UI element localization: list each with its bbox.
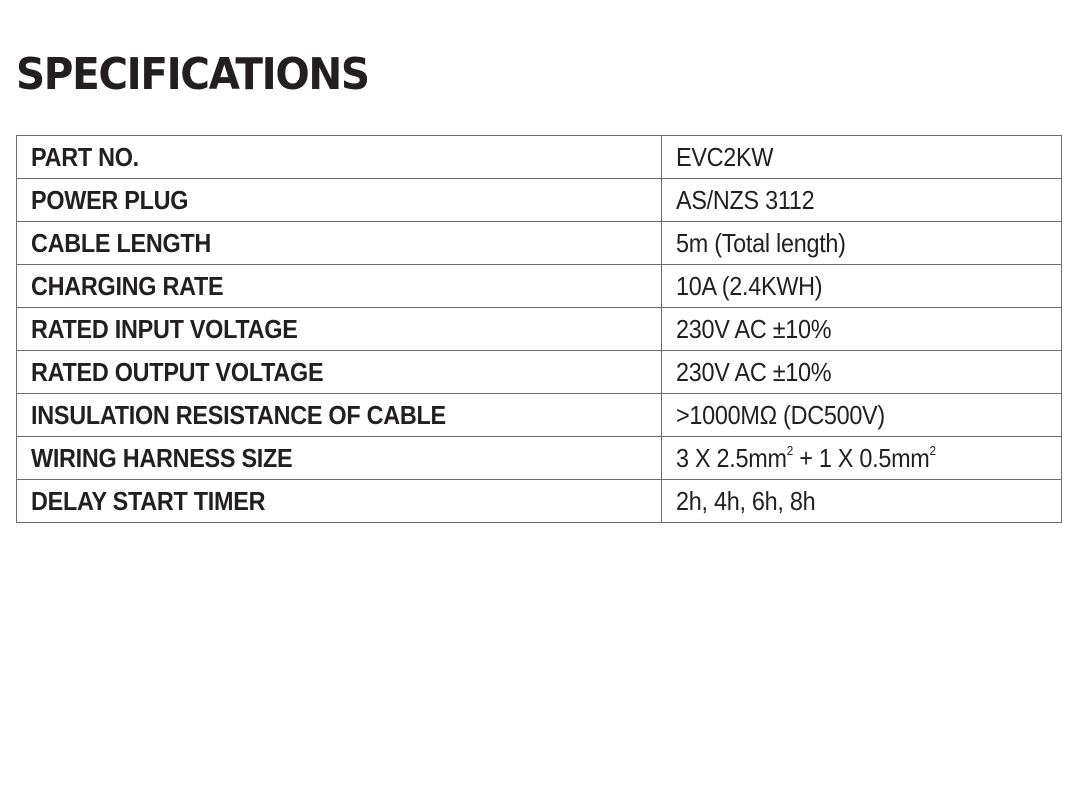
table-row bbox=[17, 136, 1062, 179]
spec-value: 230V AC ±10% bbox=[662, 351, 1062, 394]
spec-label: INSULATION RESISTANCE OF CABLE bbox=[17, 394, 662, 437]
spec-label: RATED INPUT VOLTAGE bbox=[17, 308, 662, 351]
page-title: SPECIFICATIONS bbox=[16, 49, 369, 100]
table-row bbox=[17, 480, 1062, 523]
spec-value: AS/NZS 3112 bbox=[662, 179, 1062, 222]
spec-label: DELAY START TIMER bbox=[17, 480, 662, 523]
spec-value: 10A (2.4KWH) bbox=[662, 265, 1062, 308]
table-row bbox=[17, 394, 1062, 437]
spec-value: 5m (Total length) bbox=[662, 222, 1062, 265]
specifications-table bbox=[16, 135, 1062, 523]
table-row bbox=[17, 179, 1062, 222]
spec-label: POWER PLUG bbox=[17, 179, 662, 222]
table-row bbox=[17, 437, 1062, 480]
table-row bbox=[17, 351, 1062, 394]
spec-label: RATED OUTPUT VOLTAGE bbox=[17, 351, 662, 394]
spec-value: 2h, 4h, 6h, 8h bbox=[662, 480, 1062, 523]
spec-label: CABLE LENGTH bbox=[17, 222, 662, 265]
spec-label: CHARGING RATE bbox=[17, 265, 662, 308]
spec-label: WIRING HARNESS SIZE bbox=[17, 437, 662, 480]
table-row bbox=[17, 222, 1062, 265]
spec-value: EVC2KW bbox=[662, 136, 1062, 179]
spec-value: 3 X $2.5mm^2 + 1$ X $0.5mm^2$ bbox=[662, 437, 1062, 480]
table-row bbox=[17, 308, 1062, 351]
spec-label: PART NO. bbox=[17, 136, 662, 179]
spec-value: >1000MΩ (DC500V) bbox=[662, 394, 1062, 437]
table-row bbox=[17, 265, 1062, 308]
spec-value: 230V AC ±10% bbox=[662, 308, 1062, 351]
